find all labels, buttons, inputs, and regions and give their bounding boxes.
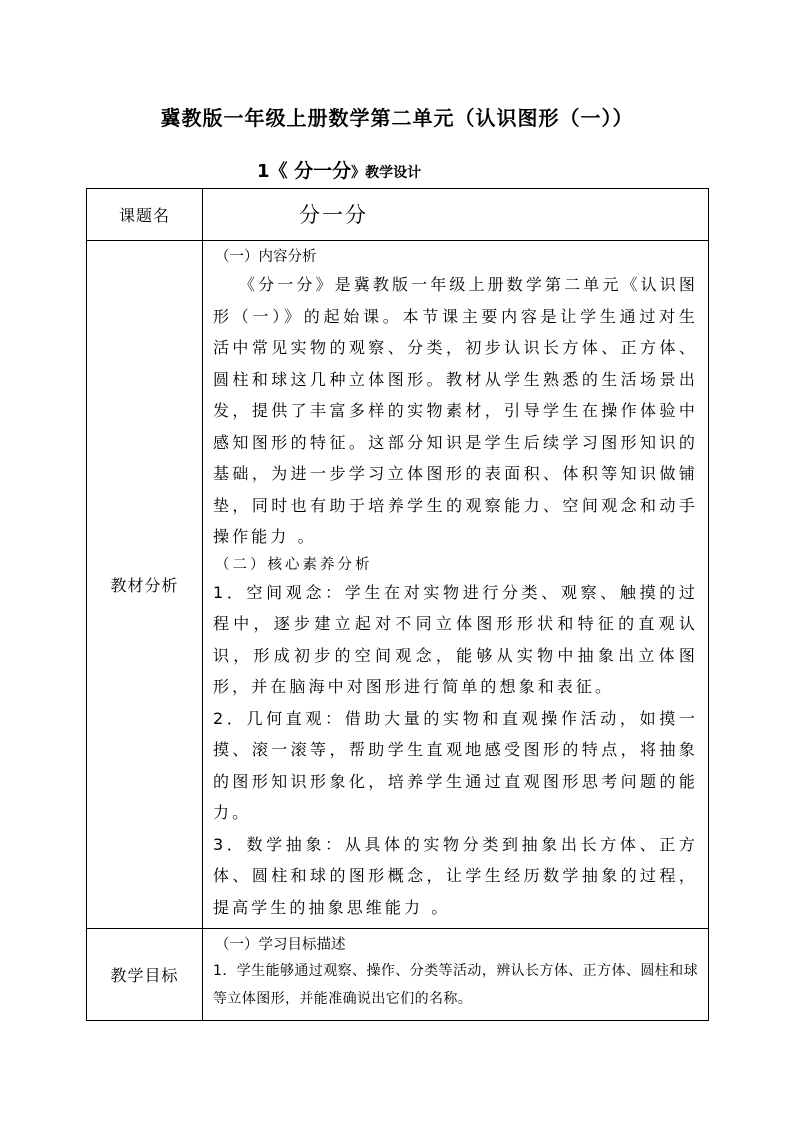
content-analysis-text: 《分一分》是冀教版一年级上册数学第二单元《认识图形（一）》的起始课。本节课主要内容是让学生通过对生活中常见实物的观察、分类，初步认识长方体、正方体、圆柱和球这几种立体图形。教材从学生熟悉的生活场景出发，提供了丰富多样的实物素材，引导学生在操作体验中感知图形的特征。这部分知识是学生后续学习图形知识的基础，为进一步学习立体图形的表面积、体积等知识做铺垫，同时也有助于培养学生的观察能力、空间观念和动手操作能力 。 <box>213 275 698 546</box>
core-literacy-point-2: 2．几何直观：借助大量的实物和直观操作活动，如摸一摸、滚一滚等，帮助学生直观地感受图形的特点，将抽象的图形知识形象化，培养学生通过直观图形思考问题的能力。 <box>213 708 698 822</box>
material-label: 教材分析 <box>87 241 203 929</box>
table-row-material <box>87 241 709 929</box>
goal-1: 1．学生能够通过观察、操作、分类等活动，辨认长方体、正方体、圆柱和球等立体图形，并能准确说出它们的名称。 <box>213 963 698 1007</box>
material-cell <box>203 241 709 929</box>
subtitle-number: 1《 <box>257 161 288 182</box>
topic-label: 课题名 <box>87 189 203 241</box>
core-literacy-point-1: 1．空间观念：学生在对实物进行分类、观察、触摸的过程中，逐步建立起对不同立体图形形状和特征的直观认识，形成初步的空间观念，能够从实物中抽象出立体图形，并在脑海中对图形进行简单的想象和表征。 <box>213 582 698 696</box>
topic-cell <box>203 189 709 241</box>
document-subtitle <box>257 156 421 183</box>
lesson-plan-table <box>86 188 709 1021</box>
subtitle-close: 》 <box>351 165 366 181</box>
goals-label: 教学目标 <box>87 929 203 1021</box>
goals-heading: （一）学习目标描述 <box>215 937 346 953</box>
document-title: 冀教版一年级上册数学第二单元（认识图形（一）） <box>160 106 634 130</box>
content-analysis-heading: （一）内容分析 <box>215 249 317 265</box>
table-row-topic <box>87 189 709 241</box>
goals-cell <box>203 929 709 1021</box>
core-literacy-heading: （二）核心素养分析 <box>215 556 373 573</box>
subtitle-topic: 分一分 <box>287 160 352 182</box>
table-row-goals <box>87 929 709 1021</box>
core-literacy-point-3: 3．数学抽象：从具体的实物分类到抽象出长方体、正方体、圆柱和球的图形概念，让学生经历数学抽象的过程，提高学生的抽象思维能力 。 <box>213 834 698 917</box>
subtitle-suffix: 教学设计 <box>365 165 422 181</box>
topic-value: 分一分 <box>299 202 368 227</box>
